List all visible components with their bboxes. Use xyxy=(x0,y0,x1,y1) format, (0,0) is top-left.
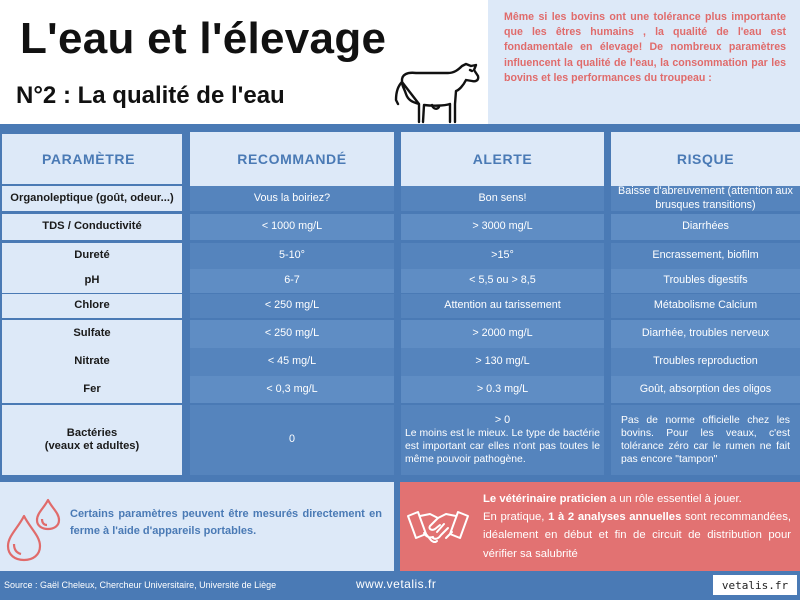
header-title-panel xyxy=(0,0,488,124)
risk-cell: Métabolisme Calcium xyxy=(611,294,800,318)
vet-recommendation-text: sont recommandées, idéalement en début et fin de circuit de distribution pour vérifier sa salubrité xyxy=(483,511,791,560)
recommended-cell: < 1000 mg/L xyxy=(190,214,394,240)
alert-cell: > 130 mg/L xyxy=(401,348,604,376)
risk-cell: Baisse d'abreuvement (attention aux brusques transitions) xyxy=(611,186,800,211)
column-header-recommended: RECOMMANDÉ xyxy=(190,132,394,186)
alert-note: Le moins est le mieux. Le type de bactérie est important car elles n'ont pas toutes le même pouvoir pathogène. xyxy=(405,428,600,466)
parameter-cell: Sulfate xyxy=(2,320,182,348)
parameter-cell xyxy=(2,405,182,475)
parameter-cell: TDS / Conductivité xyxy=(2,214,182,240)
recommended-cell: Vous la boiriez? xyxy=(190,186,394,211)
water-quality-table xyxy=(0,124,800,480)
risk-cell: Troubles reproduction xyxy=(611,348,800,376)
table-row xyxy=(0,320,800,348)
parameter-name: Bactéries xyxy=(66,426,118,439)
alert-cell: < 5,5 ou > 8,5 xyxy=(401,269,604,293)
cow-icon xyxy=(392,60,484,126)
website-link[interactable]: www.vetalis.fr xyxy=(356,577,437,591)
page-title: L'eau et l'élevage xyxy=(20,14,387,63)
water-drops-icon xyxy=(4,496,64,562)
alert-cell: > 3000 mg/L xyxy=(401,214,604,240)
intro-text: Même si les bovins ont une tolérance plus importante que les êtres humains , la qualité de l'eau est fondamentale en élevage! De nombreux paramètres influencent la qualité de l'eau, la consommation par les bovins et les performances du troupeau : xyxy=(504,11,786,84)
risk-cell: Diarrhées xyxy=(611,214,800,240)
parameter-qualifier: (veaux et adultes) xyxy=(44,440,140,452)
tip-text: Certains paramètres peuvent être mesurés directement en ferme à l'aide d'appareils portables. xyxy=(70,508,382,537)
alert-cell: > 2000 mg/L xyxy=(401,320,604,348)
recommended-cell: 6-7 xyxy=(190,269,394,293)
watermark: vetalis.fr xyxy=(713,575,797,595)
risk-cell: Diarrhée, troubles nerveux xyxy=(611,320,800,348)
vet-text xyxy=(483,490,791,563)
table-row xyxy=(0,294,800,318)
footer xyxy=(0,571,800,600)
alert-cell xyxy=(401,405,604,475)
parameter-cell: Dureté xyxy=(2,243,182,269)
handshake-icon xyxy=(406,502,470,552)
vet-practice-text: En pratique, xyxy=(483,511,549,524)
table-row xyxy=(0,243,800,269)
table-row xyxy=(0,214,800,240)
alert-cell: >15° xyxy=(401,243,604,269)
intro-panel xyxy=(488,0,800,124)
parameter-cell: Chlore xyxy=(2,294,182,318)
risk-cell: Goût, absorption des oligos xyxy=(611,376,800,403)
parameter-cell: Organoleptique (goût, odeur...) xyxy=(2,186,182,211)
veterinarian-note xyxy=(400,482,800,571)
risk-cell: Encrassement, biofilm xyxy=(611,243,800,269)
column-header-parameter: PARAMÈTRE xyxy=(2,134,182,184)
parameter-cell: Fer xyxy=(2,376,182,403)
table-row xyxy=(0,405,800,475)
alert-threshold: > 0 xyxy=(494,413,511,426)
alert-cell: > 0.3 mg/L xyxy=(401,376,604,403)
recommended-cell: 0 xyxy=(190,405,394,475)
table-row xyxy=(0,186,800,211)
parameter-cell: Nitrate xyxy=(2,348,182,376)
source-credit: Source : Gaël Cheleux, Chercheur Universitaire, Université de Liège xyxy=(4,580,277,590)
parameter-cell: pH xyxy=(2,269,182,293)
table-row xyxy=(0,269,800,293)
recommended-cell: < 0,3 mg/L xyxy=(190,376,394,403)
alert-cell: Bon sens! xyxy=(401,186,604,211)
table-row xyxy=(0,376,800,403)
alert-cell: Attention au tarissement xyxy=(401,294,604,318)
analysis-frequency: 1 à 2 analyses annuelles xyxy=(548,511,682,524)
page-subtitle: N°2 : La qualité de l'eau xyxy=(16,82,285,109)
column-header-alert: ALERTE xyxy=(401,132,604,186)
risk-note: Pas de norme officielle chez les bovins. Pour les veaux, c'est tolérance zéro car le rumen ne fait pas encore "tampon" xyxy=(621,415,790,465)
table-row xyxy=(0,348,800,376)
recommended-cell: < 45 mg/L xyxy=(190,348,394,376)
risk-cell xyxy=(611,405,800,475)
recommended-cell: 5-10° xyxy=(190,243,394,269)
recommended-cell: < 250 mg/L xyxy=(190,294,394,318)
vet-role-text: a un rôle essentiel à jouer. xyxy=(606,493,742,505)
portable-measurement-tip xyxy=(0,482,394,571)
risk-cell: Troubles digestifs xyxy=(611,269,800,293)
column-header-risk: RISQUE xyxy=(611,132,800,186)
recommended-cell: < 250 mg/L xyxy=(190,320,394,348)
vet-role-heading: Le vétérinaire praticien xyxy=(483,493,607,505)
